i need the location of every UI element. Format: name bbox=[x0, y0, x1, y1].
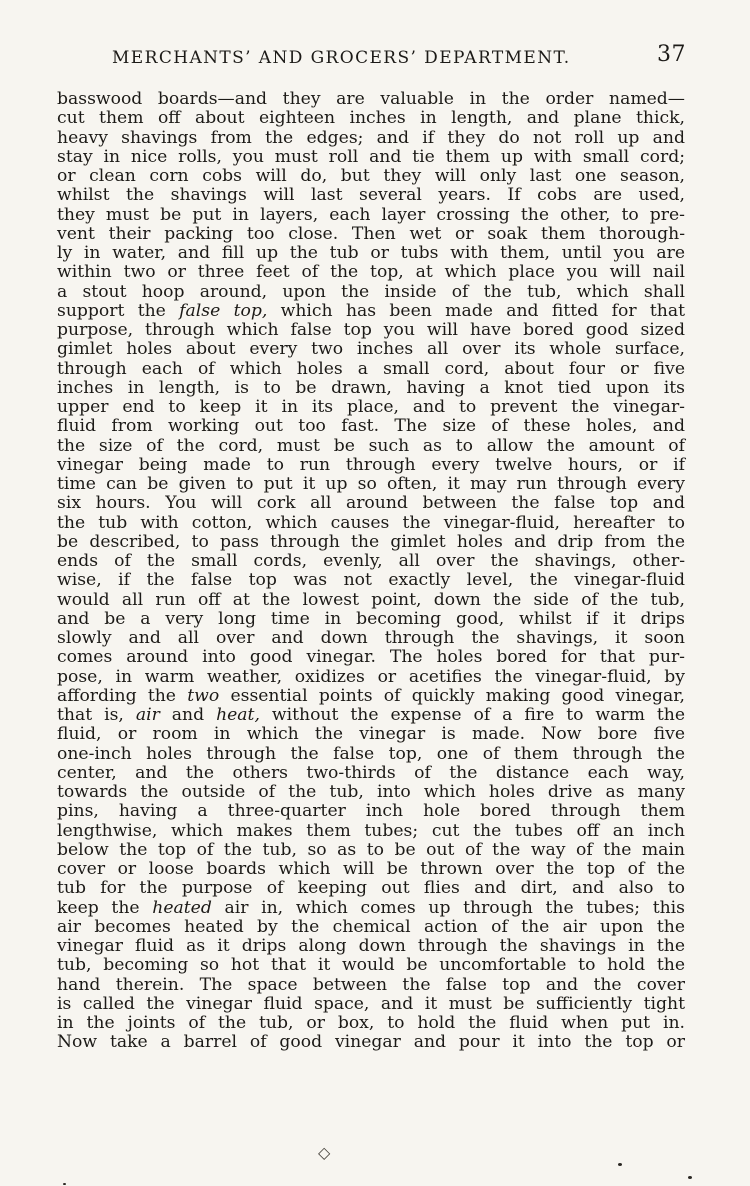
page-header bbox=[0, 40, 750, 80]
text-line: ends of the small cords, evenly, all over the shavings, other- bbox=[57, 551, 685, 571]
text-line: upper end to keep it in its place, and to prevent the vinegar- bbox=[57, 397, 685, 417]
text-line: keep the heated air in, which comes up through the tubes; this bbox=[57, 897, 685, 918]
text-line: cover or loose boards which will be thrown over the top of the bbox=[57, 859, 685, 879]
text-line: or clean corn cobs will do, but they will only last one season, bbox=[57, 166, 685, 186]
text-line: ly in water, and fill up the tub or tubs with them, until you are bbox=[57, 243, 685, 263]
text-line: pose, in warm weather, oxidizes or acetifies the vinegar-fluid, by bbox=[57, 666, 685, 687]
text-line: fluid, or room in which the vinegar is made. Now bore five bbox=[57, 724, 685, 745]
text-line: vinegar fluid as it drips along down through the shavings in the bbox=[57, 936, 685, 956]
text-line: tub, becoming so hot that it would be uncomfortable to hold the bbox=[57, 955, 685, 976]
text-line: affording the two essential points of quickly making good vinegar, bbox=[57, 685, 685, 706]
running-title: MERCHANTS’ AND GROCERS’ DEPARTMENT. bbox=[112, 48, 571, 68]
text-line: would all run off at the lowest point, down the side of the tub, bbox=[57, 589, 685, 610]
speck-mark bbox=[63, 1183, 66, 1185]
text-line: six hours. You will cork all around between the false top and bbox=[57, 493, 685, 514]
text-line: and be a very long time in becoming good, whilst if it drips bbox=[57, 608, 685, 629]
text-line: the size of the cord, must be such as to allow the amount of bbox=[57, 435, 685, 456]
text-line: center, and the others two-thirds of the distance each way, bbox=[57, 762, 685, 783]
text-line: below the top of the tub, so as to be out of the way of the main bbox=[57, 839, 685, 860]
text-line: inches in length, is to be drawn, having a knot tied upon its bbox=[57, 377, 685, 398]
text-line: within two or three feet of the top, at which place you will nail bbox=[57, 262, 685, 283]
text-line: a stout hoop around, upon the inside of the tub, which shall bbox=[57, 281, 685, 302]
speck-mark bbox=[688, 1176, 692, 1179]
text-line: they must be put in layers, each layer crossing the other, to pre- bbox=[57, 204, 685, 225]
text-line: lengthwise, which makes them tubes; cut the tubes off an inch bbox=[57, 820, 685, 841]
text-line: whilst the shavings will last several years. If cobs are used, bbox=[57, 185, 685, 206]
text-line: that is, air and heat, without the expense of a fire to warm the bbox=[57, 705, 686, 725]
body-text bbox=[57, 90, 685, 1053]
text-line: purpose, through which false top you will have bored good sized bbox=[57, 320, 685, 340]
text-line: in the joints of the tub, or box, to hold the fluid when put in. bbox=[57, 1013, 685, 1033]
text-line: gimlet holes about every two inches all over its whole surface, bbox=[57, 339, 685, 360]
text-line: be described, to pass through the gimlet holes and drip from the bbox=[57, 531, 685, 552]
text-line: vinegar being made to run through every twelve hours, or if bbox=[57, 454, 685, 475]
ornament-mark: ◇ bbox=[318, 1143, 331, 1162]
text-line: pins, having a three-quarter inch hole bored through them bbox=[57, 801, 685, 822]
text-line: one-inch holes through the false top, one of them through the bbox=[57, 743, 685, 764]
text-line: Now take a barrel of good vinegar and pour it into the top or bbox=[57, 1032, 685, 1053]
text-line: comes around into good vinegar. The holes bored for that pur- bbox=[57, 647, 685, 668]
text-line: stay in nice rolls, you must roll and tie them up with small cord; bbox=[57, 146, 685, 167]
speck-mark bbox=[618, 1163, 622, 1166]
text-line: cut them off about eighteen inches in length, and plane thick, bbox=[57, 108, 685, 129]
text-line: towards the outside of the tub, into which holes drive as many bbox=[57, 782, 685, 802]
text-line: basswood boards—and they are valuable in the order named— bbox=[57, 89, 685, 109]
text-line: air becomes heated by the chemical action of the air upon the bbox=[57, 916, 685, 937]
text-line: is called the vinegar fluid space, and it must be sufficiently tight bbox=[57, 993, 685, 1014]
text-line: slowly and all over and down through the shavings, it soon bbox=[57, 628, 685, 648]
text-line: through each of which holes a small cord, about four or five bbox=[57, 358, 685, 379]
text-line: the tub with cotton, which causes the vinegar-fluid, hereafter to bbox=[57, 512, 685, 533]
text-line: tub for the purpose of keeping out flies and dirt, and also to bbox=[57, 878, 685, 899]
page-number: 37 bbox=[657, 42, 686, 67]
text-line: wise, if the false top was not exactly level, the vinegar-fluid bbox=[57, 570, 685, 591]
text-line: vent their packing too close. Then wet or soak them thorough- bbox=[57, 223, 685, 244]
text-line: support the false top, which has been made and fitted for that bbox=[57, 300, 686, 321]
text-line: fluid from working out too fast. The size of these holes, and bbox=[57, 416, 685, 437]
text-line: heavy shavings from the edges; and if they do not roll up and bbox=[57, 127, 685, 148]
text-line: hand therein. The space between the false top and the cover bbox=[57, 974, 685, 995]
text-line: time can be given to put it up so often, it may run through every bbox=[57, 474, 685, 494]
